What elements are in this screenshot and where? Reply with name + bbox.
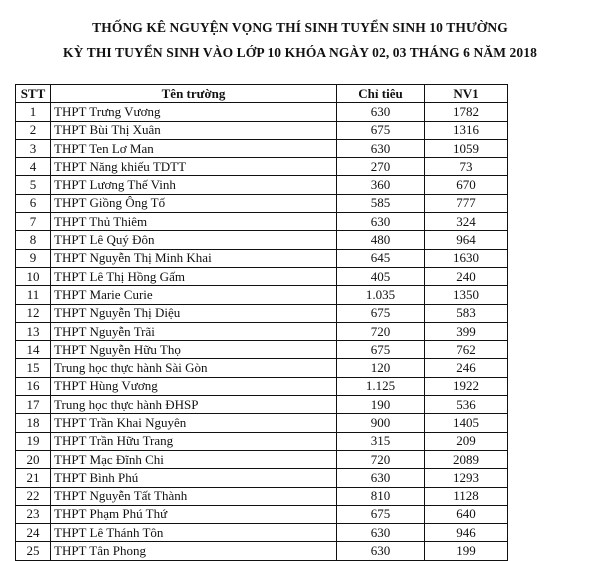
cell-school: THPT Hùng Vương xyxy=(51,377,337,395)
cell-quota: 480 xyxy=(337,231,425,249)
cell-nv1: 777 xyxy=(425,194,508,212)
cell-nv1: 399 xyxy=(425,322,508,340)
cell-quota: 675 xyxy=(337,341,425,359)
cell-stt: 16 xyxy=(16,377,51,395)
table-row xyxy=(16,194,508,212)
cell-stt: 25 xyxy=(16,542,51,560)
cell-stt: 7 xyxy=(16,213,51,231)
cell-quota: 270 xyxy=(337,158,425,176)
cell-nv1: 1350 xyxy=(425,286,508,304)
cell-quota: 630 xyxy=(337,469,425,487)
table-row xyxy=(16,267,508,285)
cell-nv1: 536 xyxy=(425,396,508,414)
cell-school: THPT Trưng Vương xyxy=(51,103,337,121)
table-row xyxy=(16,103,508,121)
cell-school: THPT Ten Lơ Man xyxy=(51,139,337,157)
cell-nv1: 762 xyxy=(425,341,508,359)
cell-school: THPT Nguyễn Thị Minh Khai xyxy=(51,249,337,267)
table-row xyxy=(16,487,508,505)
cell-quota: 645 xyxy=(337,249,425,267)
cell-stt: 1 xyxy=(16,103,51,121)
cell-quota: 720 xyxy=(337,322,425,340)
cell-quota: 675 xyxy=(337,505,425,523)
cell-quota: 630 xyxy=(337,213,425,231)
cell-school: THPT Nguyễn Hữu Thọ xyxy=(51,341,337,359)
cell-school: THPT Phạm Phú Thứ xyxy=(51,505,337,523)
cell-school: THPT Năng khiếu TDTT xyxy=(51,158,337,176)
header-quota: Chỉ tiêu xyxy=(337,85,425,103)
document-subtitle: KỲ THI TUYỂN SINH VÀO LỚP 10 KHÓA NGÀY 02, 03 THÁNG 6 NĂM 2018 xyxy=(63,45,537,60)
table-row xyxy=(16,121,508,139)
cell-stt: 8 xyxy=(16,231,51,249)
cell-quota: 675 xyxy=(337,304,425,322)
table-row xyxy=(16,469,508,487)
cell-quota: 405 xyxy=(337,267,425,285)
table-row xyxy=(16,505,508,523)
admission-table xyxy=(15,84,508,561)
cell-quota: 720 xyxy=(337,450,425,468)
cell-stt: 12 xyxy=(16,304,51,322)
cell-stt: 9 xyxy=(16,249,51,267)
cell-school: THPT Lương Thế Vinh xyxy=(51,176,337,194)
cell-school: THPT Trần Khai Nguyên xyxy=(51,414,337,432)
table-row xyxy=(16,414,508,432)
cell-stt: 21 xyxy=(16,469,51,487)
header-row xyxy=(16,85,508,103)
cell-quota: 810 xyxy=(337,487,425,505)
cell-school: THPT Giồng Ông Tố xyxy=(51,194,337,212)
cell-school: THPT Bùi Thị Xuân xyxy=(51,121,337,139)
cell-stt: 6 xyxy=(16,194,51,212)
cell-quota: 360 xyxy=(337,176,425,194)
cell-quota: 900 xyxy=(337,414,425,432)
cell-quota: 120 xyxy=(337,359,425,377)
table-row xyxy=(16,231,508,249)
cell-stt: 20 xyxy=(16,450,51,468)
cell-quota: 630 xyxy=(337,103,425,121)
cell-school: THPT Nguyễn Tất Thành xyxy=(51,487,337,505)
table-row xyxy=(16,524,508,542)
cell-stt: 23 xyxy=(16,505,51,523)
cell-school: THPT Marie Curie xyxy=(51,286,337,304)
cell-nv1: 946 xyxy=(425,524,508,542)
cell-nv1: 324 xyxy=(425,213,508,231)
cell-stt: 3 xyxy=(16,139,51,157)
cell-stt: 19 xyxy=(16,432,51,450)
header-nv1: NV1 xyxy=(425,85,508,103)
table-row xyxy=(16,158,508,176)
cell-stt: 11 xyxy=(16,286,51,304)
cell-nv1: 73 xyxy=(425,158,508,176)
cell-nv1: 246 xyxy=(425,359,508,377)
cell-school: Trung học thực hành Sài Gòn xyxy=(51,359,337,377)
table-row xyxy=(16,377,508,395)
cell-stt: 15 xyxy=(16,359,51,377)
table-row xyxy=(16,432,508,450)
cell-nv1: 640 xyxy=(425,505,508,523)
cell-nv1: 1293 xyxy=(425,469,508,487)
cell-stt: 13 xyxy=(16,322,51,340)
table-row xyxy=(16,249,508,267)
cell-nv1: 1630 xyxy=(425,249,508,267)
table-row xyxy=(16,359,508,377)
cell-nv1: 240 xyxy=(425,267,508,285)
cell-quota: 630 xyxy=(337,139,425,157)
cell-school: THPT Nguyễn Trãi xyxy=(51,322,337,340)
table-row xyxy=(16,341,508,359)
cell-nv1: 1316 xyxy=(425,121,508,139)
cell-nv1: 1059 xyxy=(425,139,508,157)
cell-stt: 17 xyxy=(16,396,51,414)
admission-table-container xyxy=(15,84,507,561)
cell-quota: 630 xyxy=(337,542,425,560)
cell-nv1: 1782 xyxy=(425,103,508,121)
table-row xyxy=(16,176,508,194)
cell-school: THPT Tân Phong xyxy=(51,542,337,560)
cell-quota: 1.035 xyxy=(337,286,425,304)
table-row xyxy=(16,304,508,322)
cell-quota: 585 xyxy=(337,194,425,212)
cell-stt: 24 xyxy=(16,524,51,542)
cell-nv1: 209 xyxy=(425,432,508,450)
cell-nv1: 964 xyxy=(425,231,508,249)
table-row xyxy=(16,213,508,231)
table-row xyxy=(16,542,508,560)
cell-school: Trung học thực hành ĐHSP xyxy=(51,396,337,414)
cell-school: THPT Lê Thị Hồng Gấm xyxy=(51,267,337,285)
cell-quota: 630 xyxy=(337,524,425,542)
cell-nv1: 670 xyxy=(425,176,508,194)
cell-stt: 10 xyxy=(16,267,51,285)
cell-stt: 2 xyxy=(16,121,51,139)
document-title: THỐNG KÊ NGUYỆN VỌNG THÍ SINH TUYỂN SINH 10 THƯỜNG xyxy=(92,20,508,35)
cell-stt: 22 xyxy=(16,487,51,505)
cell-nv1: 583 xyxy=(425,304,508,322)
cell-quota: 190 xyxy=(337,396,425,414)
cell-school: THPT Nguyễn Thị Diệu xyxy=(51,304,337,322)
header-school: Tên trường xyxy=(51,85,337,103)
cell-nv1: 199 xyxy=(425,542,508,560)
cell-nv1: 2089 xyxy=(425,450,508,468)
cell-quota: 1.125 xyxy=(337,377,425,395)
cell-school: THPT Trần Hữu Trang xyxy=(51,432,337,450)
cell-school: THPT Mạc Đĩnh Chi xyxy=(51,450,337,468)
cell-nv1: 1128 xyxy=(425,487,508,505)
cell-stt: 18 xyxy=(16,414,51,432)
cell-nv1: 1405 xyxy=(425,414,508,432)
cell-stt: 5 xyxy=(16,176,51,194)
cell-school: THPT Bình Phú xyxy=(51,469,337,487)
cell-school: THPT Thủ Thiêm xyxy=(51,213,337,231)
table-body xyxy=(16,103,508,560)
cell-school: THPT Lê Thánh Tôn xyxy=(51,524,337,542)
cell-quota: 315 xyxy=(337,432,425,450)
table-row xyxy=(16,450,508,468)
table-row xyxy=(16,286,508,304)
header-stt: STT xyxy=(16,85,51,103)
table-row xyxy=(16,396,508,414)
cell-nv1: 1922 xyxy=(425,377,508,395)
table-row xyxy=(16,322,508,340)
cell-school: THPT Lê Quý Đôn xyxy=(51,231,337,249)
cell-quota: 675 xyxy=(337,121,425,139)
table-row xyxy=(16,139,508,157)
cell-stt: 4 xyxy=(16,158,51,176)
cell-stt: 14 xyxy=(16,341,51,359)
